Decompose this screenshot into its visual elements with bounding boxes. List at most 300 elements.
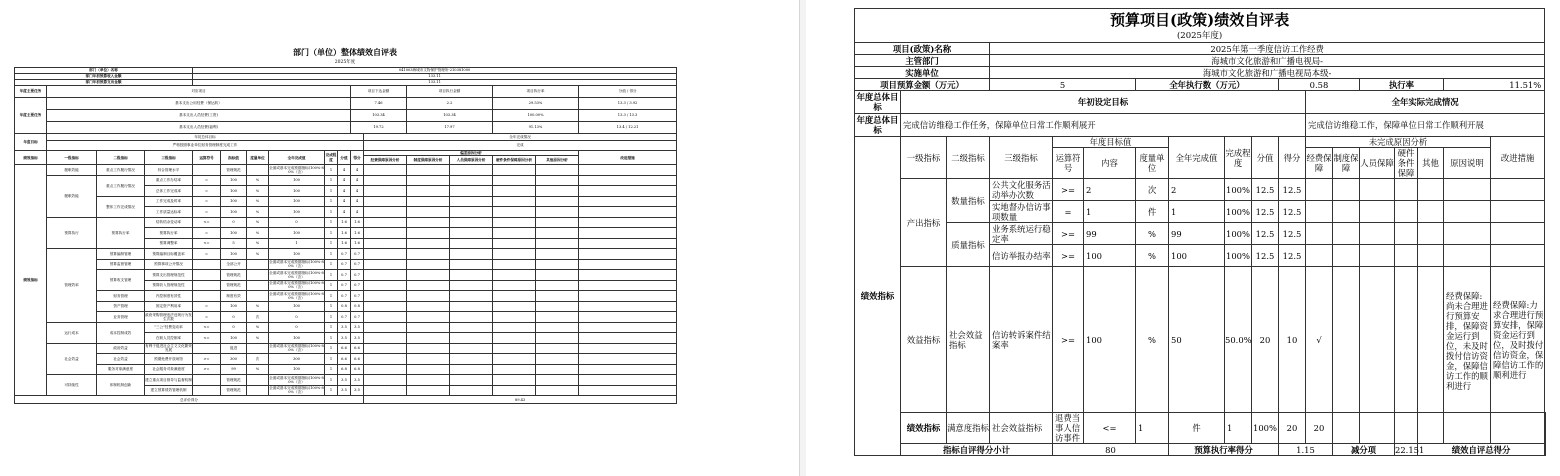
indicator-got: 0.8 xyxy=(351,301,364,312)
h-r6: 原因说明 xyxy=(1444,148,1491,179)
indicator-op: <= xyxy=(193,238,221,249)
indicator-empty xyxy=(450,175,493,186)
indicator-score: 0.7 xyxy=(338,312,351,323)
indicator-got: 3.5 xyxy=(351,322,364,333)
row-score: 12.5 xyxy=(1252,201,1279,223)
row-l3: 实地督办信访事项数量 xyxy=(990,201,1053,223)
indicator-op xyxy=(193,165,221,176)
right-table xyxy=(854,8,1546,456)
row-empty xyxy=(1395,413,1418,444)
indicator-deg: 1 xyxy=(325,375,338,386)
indicator-score: 0.7 xyxy=(338,249,351,260)
ind-h-done: 全年完成值 xyxy=(269,151,325,165)
indicator-empty xyxy=(579,196,677,207)
indicator-empty xyxy=(450,301,493,312)
row-empty xyxy=(1395,245,1418,267)
indicator-got: 4 xyxy=(351,207,364,218)
goal-done-header: 全年完成情况 xyxy=(364,134,677,141)
indicator-empty xyxy=(536,301,579,312)
indicator-l1: 管理效率 xyxy=(47,249,97,323)
indicator-op: = xyxy=(193,186,221,197)
indicator-empty xyxy=(407,354,450,365)
benefit-l3: 信访转诉案件结案率 xyxy=(990,267,1053,413)
sat-l1: 满意度指标 xyxy=(947,413,990,444)
indicator-empty xyxy=(364,217,407,228)
indicator-empty xyxy=(407,238,450,249)
benefit-funding-mark: √ xyxy=(1306,267,1333,413)
row-empty xyxy=(1395,201,1418,223)
indicator-op: = xyxy=(193,312,221,323)
indicator-empty xyxy=(450,385,493,396)
indicator-empty xyxy=(493,312,536,323)
indicator-op: >= xyxy=(193,364,221,375)
indicator-empty xyxy=(536,259,579,270)
budget-row-d: 13.3 xyxy=(617,113,626,118)
indicator-deg: 1 xyxy=(325,238,338,249)
budget-header-col2: 项目执行金额 xyxy=(407,86,493,98)
row-score: 12.5 xyxy=(1252,245,1279,267)
row-got: 12.5 xyxy=(1279,223,1306,245)
budget-header-col1: 项目下达金额 xyxy=(351,86,407,98)
row-empty xyxy=(1444,245,1491,267)
indicator-empty xyxy=(579,175,677,186)
row-empty xyxy=(1306,223,1333,245)
indicator-row xyxy=(15,312,677,323)
goal-done-header: 全年实际完成情况 xyxy=(1306,91,1545,114)
indicator-empty xyxy=(407,312,450,323)
indicator-l1: 履职效能 xyxy=(47,175,97,217)
info-label: 部门（单位）名称 xyxy=(15,68,193,74)
info-value: 133.11 xyxy=(193,80,677,86)
ind-h-score: 分值 xyxy=(338,151,351,165)
indicator-l2: 重点工作履行情况 xyxy=(97,165,145,176)
indicator-empty xyxy=(493,280,536,291)
row-done: 1 xyxy=(1169,201,1225,223)
indicator-empty xyxy=(364,291,407,302)
indicator-empty xyxy=(407,175,450,186)
indicator-empty xyxy=(407,217,450,228)
row-empty xyxy=(1444,223,1491,245)
indicator-done: 全面或基本完成预期指标(100%-80%（含） xyxy=(269,165,324,174)
indicator-got: 1.6 xyxy=(351,238,364,249)
row-deg: 100% xyxy=(1225,245,1252,267)
indicator-val: 管理规范 xyxy=(221,270,247,281)
indicator-l2: 成本控制成效 xyxy=(97,322,145,343)
footer-tot-value xyxy=(1545,444,1546,456)
budget-row-name: 基本支出人员经费(福利) xyxy=(47,122,351,134)
goal-label: 年度目标 xyxy=(15,134,47,151)
indicator-deg: 1 xyxy=(325,343,338,354)
budget-row-c: 29.53% xyxy=(493,98,579,110)
budget-row-a: 19.72 xyxy=(351,122,407,134)
row-empty xyxy=(1395,223,1418,245)
row-unit: % xyxy=(1136,245,1169,267)
row-empty xyxy=(1333,201,1360,223)
h-l1: 一级指标 xyxy=(901,137,947,179)
row-empty xyxy=(1360,179,1395,201)
indicator-done: 全面或基本完成预期指标(100%-80%（含） xyxy=(269,281,324,290)
indicator-empty xyxy=(493,175,536,186)
footer-ded-label: 减分项 xyxy=(1333,444,1395,456)
indicator-unit: % xyxy=(247,322,269,333)
indicator-empty xyxy=(364,238,407,249)
h-l2: 二级指标 xyxy=(947,137,990,179)
row-empty xyxy=(1491,245,1545,267)
budget-row-c: 100.00% xyxy=(493,110,579,122)
indicator-score: 0.8 xyxy=(338,301,351,312)
indicator-got: 0.7 xyxy=(351,291,364,302)
indicator-l1: 预算执行 xyxy=(47,217,97,249)
indicator-l3: 工作质量达标率 xyxy=(145,207,193,218)
indicator-val: 100 xyxy=(221,228,247,239)
dev-h-hardware: 硬件条件保障原因分析 xyxy=(493,156,536,165)
eff-label: 效益指标 xyxy=(901,267,947,413)
indicator-l2: 资产管理 xyxy=(97,301,145,312)
indicator-unit: % xyxy=(247,175,269,186)
indicator-l3: 预算支出管理规范性 xyxy=(145,270,193,281)
benefit-content: 100 xyxy=(1084,267,1136,413)
indicator-op: = xyxy=(193,175,221,186)
indicator-unit: 次 xyxy=(247,354,269,365)
row-unit: % xyxy=(1136,223,1169,245)
indicator-l2: 社会效益 xyxy=(97,354,145,365)
benefit-deg: 50.0% xyxy=(1225,267,1252,413)
indicator-row xyxy=(15,354,677,365)
indicator-op: <= xyxy=(193,217,221,228)
indicator-got: 1.6 xyxy=(351,217,364,228)
indicator-done: 100 xyxy=(269,301,325,312)
indicator-l2: 服务对象满意度 xyxy=(97,364,145,375)
benefit-improve: 经费保障:力求合理进行预算安排，保障资金运行到位，及时拨付信访资金，保障信访工作的顺利进行 xyxy=(1491,267,1545,413)
indicator-empty xyxy=(450,364,493,375)
indicator-empty xyxy=(536,291,579,302)
row-empty xyxy=(1360,267,1395,413)
row-empty xyxy=(1418,413,1444,444)
indicator-val: 100 xyxy=(221,175,247,186)
budget-row-e: 3.92 xyxy=(629,101,638,106)
indicator-empty xyxy=(364,249,407,260)
indicator-unit: % xyxy=(247,249,269,260)
row-empty xyxy=(1333,179,1360,201)
indicator-deg: 1 xyxy=(325,301,338,312)
indicator-op: = xyxy=(193,207,221,218)
budget-row-b: 2.2 xyxy=(407,98,493,110)
indicator-unit xyxy=(247,280,269,291)
indicator-empty xyxy=(450,259,493,270)
row-content: 1 xyxy=(1084,201,1136,223)
rate-label: 执行率 xyxy=(1360,79,1444,91)
indicator-score: 0.7 xyxy=(338,270,351,281)
budget-header-col4: 分值 / 得分 xyxy=(579,86,677,98)
indicator-empty xyxy=(364,333,407,344)
indicator-empty xyxy=(579,312,677,323)
indicator-deg: 1 xyxy=(325,175,338,186)
indicator-l2: 预算执行率 xyxy=(97,217,145,249)
indicator-got: 6.6 xyxy=(351,354,364,365)
row-score: 12.5 xyxy=(1252,223,1279,245)
indicator-empty xyxy=(450,291,493,302)
indicator-score: 3.5 xyxy=(338,333,351,344)
indicator-unit: % xyxy=(247,333,269,344)
row-empty xyxy=(1306,245,1333,267)
indicator-deg: 1 xyxy=(325,165,338,176)
dev-h-system: 制度保障原因分析 xyxy=(407,156,450,165)
indicator-deg: 1 xyxy=(325,385,338,396)
footer-pre-label: 预算执行率得分 xyxy=(1169,444,1279,456)
indicator-empty xyxy=(579,385,677,396)
indicator-unit: % xyxy=(247,207,269,218)
indicator-unit: % xyxy=(247,301,269,312)
ind-h-l1: 一级指标 xyxy=(47,151,97,165)
h-content: 内容 xyxy=(1084,148,1136,179)
ind-h-deg: 完成程度 xyxy=(325,151,338,165)
indicator-empty xyxy=(579,280,677,291)
indicator-deg: 1 xyxy=(325,322,338,333)
indicator-l3: 有利于促进社会主义文化繁荣发展 xyxy=(145,344,192,353)
indicator-unit: % xyxy=(247,238,269,249)
indicator-empty xyxy=(493,259,536,270)
indicator-empty xyxy=(364,207,407,218)
indicator-empty xyxy=(579,228,677,239)
indicator-empty xyxy=(450,217,493,228)
budget-header-col5-text: 得分 xyxy=(629,89,637,94)
indicator-val: 管理规范 xyxy=(221,385,247,396)
ind-h-group: 绩效指标 xyxy=(15,151,47,165)
indicator-empty xyxy=(364,375,407,386)
row-empty xyxy=(1444,413,1491,444)
indicator-score: 3.5 xyxy=(338,385,351,396)
indicator-row xyxy=(15,270,677,281)
indicator-empty xyxy=(450,354,493,365)
indicator-l3: 政府采购管理违法违规行为发生次数 xyxy=(145,312,192,321)
indicator-empty xyxy=(364,175,407,186)
row-empty xyxy=(1444,201,1491,223)
indicator-op xyxy=(193,259,221,270)
indicator-got: 4 xyxy=(351,196,364,207)
indicator-empty xyxy=(450,186,493,197)
indicator-empty xyxy=(450,312,493,323)
indicator-empty xyxy=(364,354,407,365)
left-year: 2025年度 xyxy=(334,60,356,65)
h-score: 分值 xyxy=(1252,137,1279,179)
budget-row-de: 13.3 / 13.3 xyxy=(579,110,677,122)
row-empty xyxy=(1360,413,1395,444)
indicator-empty xyxy=(579,249,677,260)
indicator-empty xyxy=(493,196,536,207)
row-empty xyxy=(1491,179,1545,201)
indicator-val: 0 xyxy=(221,322,247,333)
indicator-val: 99 xyxy=(221,364,247,375)
indicator-empty xyxy=(450,270,493,281)
footer-ded-value: 22.151 xyxy=(1395,444,1425,455)
indicator-empty xyxy=(450,375,493,386)
indicator-deg: 1 xyxy=(325,312,338,323)
out-label: 产出指标 xyxy=(901,179,947,267)
indicator-empty xyxy=(450,343,493,354)
indicator-empty xyxy=(407,186,450,197)
indicator-op xyxy=(193,291,221,302)
footer-sub-label: 指标自评得分小计 xyxy=(901,444,1053,456)
indicator-empty xyxy=(493,249,536,260)
budget-row-a: 7.46 xyxy=(351,98,407,110)
indicator-deg: 1 xyxy=(325,207,338,218)
indicator-empty xyxy=(493,333,536,344)
row-empty xyxy=(1333,245,1360,267)
indicator-l1: 可持续性 xyxy=(47,375,97,396)
row-unit: 次 xyxy=(1136,179,1169,201)
budget-row-b: 17.97 xyxy=(407,122,493,134)
indicator-deg: 1 xyxy=(325,354,338,365)
indicator-empty xyxy=(493,364,536,375)
indicator-deg: 1 xyxy=(325,228,338,239)
budget-row-b: 103.34 xyxy=(407,110,493,122)
budget-row-de: 13.3 / 3.92 xyxy=(579,98,677,110)
h-r5: 其他 xyxy=(1418,148,1444,179)
indicator-empty xyxy=(407,280,450,291)
indicator-l3: 社会服务对象满意度 xyxy=(145,364,193,375)
indicator-empty xyxy=(450,196,493,207)
rate-value: 11.51% xyxy=(1444,79,1545,91)
indicator-val: 全部公开 xyxy=(221,259,247,270)
indicator-empty xyxy=(364,312,407,323)
indicator-empty xyxy=(364,259,407,270)
total-row xyxy=(15,396,677,404)
budget-header-col3: 项目执行率 xyxy=(493,86,579,98)
goal-label: 年度总体目标 xyxy=(855,91,901,114)
indicator-score: 1.6 xyxy=(338,228,351,239)
indicator-got: 4 xyxy=(351,186,364,197)
project-label: 项目(政策)名称 xyxy=(855,43,990,55)
indicator-empty xyxy=(364,228,407,239)
indicator-got: 0.7 xyxy=(351,312,364,323)
indicator-empty xyxy=(579,291,677,302)
indicator-empty xyxy=(407,364,450,375)
indicator-empty xyxy=(407,270,450,281)
indicator-unit xyxy=(247,343,269,354)
indicator-unit: % xyxy=(247,186,269,197)
indicator-empty xyxy=(536,280,579,291)
h-reason: 未完成原因分析 xyxy=(1306,137,1491,148)
right-year: (2025年度) xyxy=(855,31,1545,43)
indicator-score: 1.6 xyxy=(338,217,351,228)
indicator-empty xyxy=(407,165,450,176)
indicator-empty xyxy=(493,354,536,365)
budget-row-e: 12.21 xyxy=(628,125,639,130)
sat-l3: 退费当事人信访事件 xyxy=(1053,413,1084,444)
indicator-empty xyxy=(493,270,536,281)
indicator-val: 促进 xyxy=(221,343,247,354)
row-done: 2 xyxy=(1169,179,1225,201)
indicator-op: = xyxy=(193,249,221,260)
indicator-got: 3.5 xyxy=(351,385,364,396)
indicator-empty xyxy=(579,333,677,344)
benefit-reason: 经费保障:尚未合理进行预算安排，保障资金运行到位，未及时拨付信访资金，保障信访工作的顺利进行 xyxy=(1444,267,1491,413)
indicator-deg: 1 xyxy=(325,364,338,375)
row-empty xyxy=(1306,201,1333,223)
indicator-op xyxy=(193,385,221,396)
row-got: 12.5 xyxy=(1279,179,1306,201)
row-empty xyxy=(1395,179,1418,201)
indicator-empty xyxy=(364,186,407,197)
indicator-done: 0 xyxy=(269,312,325,323)
indicator-row xyxy=(15,217,677,228)
goal-set: 完成信访维稳工作任务，保障单位日常工作顺利展开 xyxy=(901,114,1306,137)
info-value: 133.11 xyxy=(193,74,677,80)
indicator-deg: 1 xyxy=(325,270,338,281)
indicator-empty xyxy=(536,343,579,354)
indicator-row xyxy=(15,165,677,176)
h-improve: 改进措施 xyxy=(1491,137,1545,179)
indicator-op xyxy=(193,375,221,386)
indicator-empty xyxy=(407,375,450,386)
sat-done: 1 xyxy=(1225,413,1252,444)
left-table xyxy=(14,67,677,404)
indicator-val: 5 xyxy=(221,238,247,249)
indicator-got: 1.6 xyxy=(351,228,364,239)
indicator-empty xyxy=(364,322,407,333)
total-label: 总评价得分 xyxy=(15,396,364,404)
indicator-score: 1.6 xyxy=(338,238,351,249)
row-empty xyxy=(1491,223,1545,245)
ind-h-val: 指标值 xyxy=(221,151,247,165)
indicator-empty xyxy=(450,280,493,291)
task-group-label: 年度主要任务 xyxy=(15,98,47,134)
row-l3: 业务系统运行稳定率 xyxy=(990,223,1053,245)
indicator-done: 全面或基本完成预期指标(100%-80%（含） xyxy=(269,386,324,395)
indicator-l1: 社会效益 xyxy=(47,343,97,375)
indicator-empty xyxy=(536,333,579,344)
indicator-score: 4 xyxy=(338,196,351,207)
indicator-op xyxy=(193,270,221,281)
row-empty xyxy=(1333,223,1360,245)
indicator-done: 0 xyxy=(269,217,325,228)
indicator-unit: % xyxy=(247,228,269,239)
indicator-done: 100 xyxy=(269,333,325,344)
indicator-empty xyxy=(364,165,407,176)
indicator-empty xyxy=(450,249,493,260)
info-value: 041003海城市文物保护管理所-210381000 xyxy=(193,68,677,74)
indicator-empty xyxy=(493,186,536,197)
h-op: 运算符号 xyxy=(1053,148,1084,179)
row-score: 12.5 xyxy=(1252,179,1279,201)
row-op: >= xyxy=(1053,179,1084,201)
row-empty xyxy=(1360,245,1395,267)
indicator-empty xyxy=(536,207,579,218)
indicator-empty xyxy=(536,354,579,365)
indicator-val: 管理规范 xyxy=(221,280,247,291)
indicator-unit: 次 xyxy=(247,312,269,323)
benefit-unit: % xyxy=(1136,267,1169,413)
indicator-got: 6.6 xyxy=(351,343,364,354)
row-l3: 信访举报办结率 xyxy=(990,245,1053,267)
indicator-empty xyxy=(450,322,493,333)
indicator-row xyxy=(15,364,677,375)
indicator-score: 0.7 xyxy=(338,280,351,291)
indicator-empty xyxy=(536,165,579,176)
left-title: 部门（单位）整体绩效自评表 xyxy=(293,47,397,57)
indicator-empty xyxy=(407,333,450,344)
indicator-l1: 运行成本 xyxy=(47,322,97,343)
row-got: 12.5 xyxy=(1279,245,1306,267)
indicator-op xyxy=(193,280,221,291)
indicator-row xyxy=(15,196,677,207)
h-l3: 三级指标 xyxy=(990,137,1053,179)
h-got: 得分 xyxy=(1279,137,1306,179)
row-deg: 100% xyxy=(1225,223,1252,245)
indicator-empty xyxy=(364,280,407,291)
ind-h-unit: 度量单位 xyxy=(247,151,269,165)
indicator-score: 3.5 xyxy=(338,322,351,333)
